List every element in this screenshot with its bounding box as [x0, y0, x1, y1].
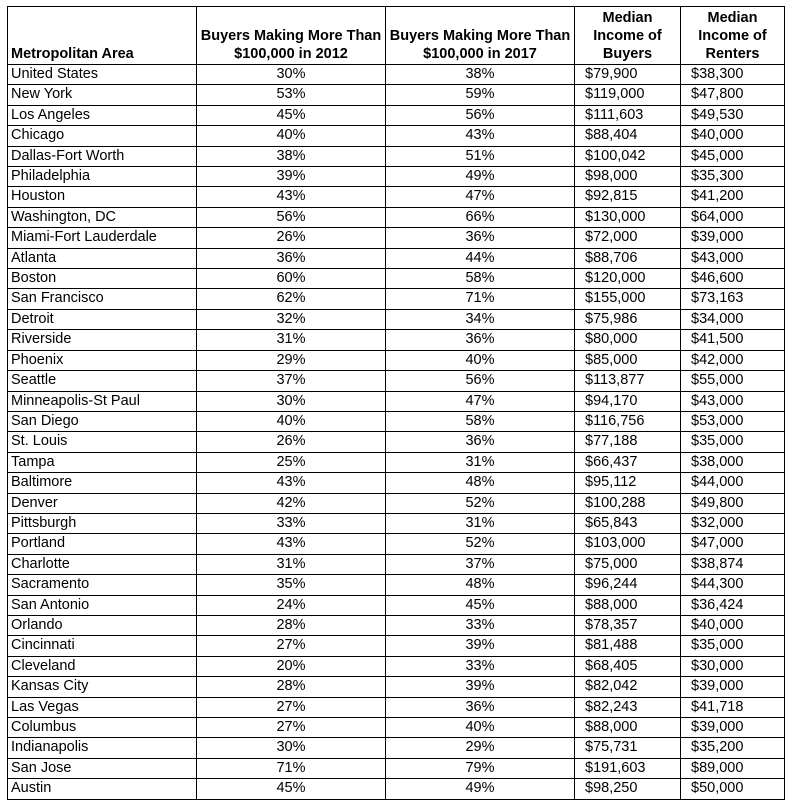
cell-median-income-renters: $34,000: [681, 309, 785, 329]
cell-metropolitan-area: Minneapolis-St Paul: [8, 391, 197, 411]
cell-buyers-2017: 31%: [386, 452, 575, 472]
cell-median-income-buyers: $88,000: [575, 718, 681, 738]
cell-metropolitan-area: Pittsburgh: [8, 513, 197, 533]
cell-median-income-renters: $36,424: [681, 595, 785, 615]
cell-median-income-buyers: $66,437: [575, 452, 681, 472]
header-metropolitan-area: Metropolitan Area: [8, 7, 197, 65]
cell-median-income-renters: $43,000: [681, 391, 785, 411]
cell-buyers-2012: 20%: [197, 656, 386, 676]
cell-buyers-2012: 56%: [197, 207, 386, 227]
table-row: [8, 269, 785, 289]
table-row: [8, 105, 785, 125]
cell-median-income-renters: $44,300: [681, 575, 785, 595]
table-row: [8, 330, 785, 350]
cell-median-income-renters: $41,200: [681, 187, 785, 207]
table-row: [8, 615, 785, 635]
table-row: [8, 493, 785, 513]
cell-median-income-renters: $35,000: [681, 432, 785, 452]
table-row: [8, 85, 785, 105]
cell-median-income-renters: $30,000: [681, 656, 785, 676]
cell-median-income-renters: $49,530: [681, 105, 785, 125]
cell-metropolitan-area: Columbus: [8, 718, 197, 738]
cell-median-income-renters: $42,000: [681, 350, 785, 370]
cell-metropolitan-area: San Francisco: [8, 289, 197, 309]
header-median-income-buyers: Median Income of Buyers: [575, 7, 681, 65]
cell-median-income-buyers: $88,000: [575, 595, 681, 615]
table-row: [8, 187, 785, 207]
cell-buyers-2017: 31%: [386, 513, 575, 533]
cell-buyers-2017: 43%: [386, 126, 575, 146]
cell-metropolitan-area: Philadelphia: [8, 167, 197, 187]
cell-median-income-buyers: $65,843: [575, 513, 681, 533]
cell-buyers-2012: 27%: [197, 697, 386, 717]
cell-metropolitan-area: Boston: [8, 269, 197, 289]
table-row: [8, 146, 785, 166]
cell-buyers-2012: 60%: [197, 269, 386, 289]
cell-median-income-buyers: $88,404: [575, 126, 681, 146]
cell-buyers-2017: 58%: [386, 411, 575, 431]
cell-buyers-2017: 52%: [386, 493, 575, 513]
cell-metropolitan-area: Houston: [8, 187, 197, 207]
cell-buyers-2012: 43%: [197, 187, 386, 207]
table-row: [8, 289, 785, 309]
cell-buyers-2012: 30%: [197, 391, 386, 411]
cell-buyers-2012: 28%: [197, 677, 386, 697]
cell-metropolitan-area: Tampa: [8, 452, 197, 472]
cell-buyers-2017: 33%: [386, 656, 575, 676]
cell-median-income-buyers: $77,188: [575, 432, 681, 452]
cell-median-income-renters: $53,000: [681, 411, 785, 431]
cell-metropolitan-area: Seattle: [8, 371, 197, 391]
cell-buyers-2017: 59%: [386, 85, 575, 105]
cell-median-income-buyers: $75,731: [575, 738, 681, 758]
cell-buyers-2012: 35%: [197, 575, 386, 595]
cell-buyers-2017: 39%: [386, 677, 575, 697]
cell-metropolitan-area: Sacramento: [8, 575, 197, 595]
cell-metropolitan-area: Las Vegas: [8, 697, 197, 717]
table-row: [8, 779, 785, 799]
table-row: [8, 738, 785, 758]
cell-buyers-2017: 36%: [386, 432, 575, 452]
cell-buyers-2012: 28%: [197, 615, 386, 635]
cell-buyers-2012: 37%: [197, 371, 386, 391]
cell-metropolitan-area: San Antonio: [8, 595, 197, 615]
cell-buyers-2017: 56%: [386, 371, 575, 391]
cell-buyers-2017: 39%: [386, 636, 575, 656]
cell-metropolitan-area: Baltimore: [8, 473, 197, 493]
cell-median-income-buyers: $98,000: [575, 167, 681, 187]
cell-metropolitan-area: Cincinnati: [8, 636, 197, 656]
cell-median-income-buyers: $113,877: [575, 371, 681, 391]
header-buyers-2017: Buyers Making More Than $100,000 in 2017: [386, 7, 575, 65]
cell-median-income-buyers: $88,706: [575, 248, 681, 268]
cell-metropolitan-area: Portland: [8, 534, 197, 554]
cell-buyers-2012: 39%: [197, 167, 386, 187]
cell-buyers-2017: 37%: [386, 554, 575, 574]
cell-metropolitan-area: Dallas-Fort Worth: [8, 146, 197, 166]
cell-median-income-buyers: $100,288: [575, 493, 681, 513]
cell-metropolitan-area: Indianapolis: [8, 738, 197, 758]
cell-median-income-buyers: $96,244: [575, 575, 681, 595]
cell-buyers-2012: 43%: [197, 534, 386, 554]
table-row: [8, 391, 785, 411]
table-row: [8, 513, 785, 533]
cell-median-income-buyers: $94,170: [575, 391, 681, 411]
cell-buyers-2012: 30%: [197, 65, 386, 85]
cell-buyers-2012: 33%: [197, 513, 386, 533]
table-row: [8, 371, 785, 391]
table-row: [8, 411, 785, 431]
table-row: [8, 309, 785, 329]
cell-buyers-2017: 56%: [386, 105, 575, 125]
cell-buyers-2012: 27%: [197, 636, 386, 656]
table-row: [8, 167, 785, 187]
cell-median-income-renters: $41,718: [681, 697, 785, 717]
cell-buyers-2017: 45%: [386, 595, 575, 615]
cell-metropolitan-area: Kansas City: [8, 677, 197, 697]
cell-buyers-2012: 40%: [197, 411, 386, 431]
cell-median-income-renters: $39,000: [681, 718, 785, 738]
cell-buyers-2012: 42%: [197, 493, 386, 513]
table-row: [8, 432, 785, 452]
cell-median-income-renters: $44,000: [681, 473, 785, 493]
table-row: [8, 758, 785, 778]
cell-buyers-2012: 43%: [197, 473, 386, 493]
cell-buyers-2012: 27%: [197, 718, 386, 738]
cell-buyers-2017: 66%: [386, 207, 575, 227]
cell-metropolitan-area: New York: [8, 85, 197, 105]
cell-buyers-2017: 48%: [386, 575, 575, 595]
cell-median-income-renters: $35,000: [681, 636, 785, 656]
cell-median-income-buyers: $95,112: [575, 473, 681, 493]
table-row: [8, 595, 785, 615]
cell-buyers-2017: 34%: [386, 309, 575, 329]
cell-median-income-renters: $73,163: [681, 289, 785, 309]
cell-metropolitan-area: Los Angeles: [8, 105, 197, 125]
cell-buyers-2012: 45%: [197, 779, 386, 799]
cell-buyers-2017: 38%: [386, 65, 575, 85]
cell-buyers-2017: 40%: [386, 718, 575, 738]
cell-median-income-renters: $38,000: [681, 452, 785, 472]
cell-median-income-buyers: $80,000: [575, 330, 681, 350]
cell-median-income-buyers: $72,000: [575, 228, 681, 248]
cell-metropolitan-area: San Jose: [8, 758, 197, 778]
cell-buyers-2012: 25%: [197, 452, 386, 472]
cell-buyers-2012: 62%: [197, 289, 386, 309]
cell-buyers-2012: 26%: [197, 228, 386, 248]
cell-buyers-2017: 40%: [386, 350, 575, 370]
table-row: [8, 697, 785, 717]
cell-buyers-2017: 44%: [386, 248, 575, 268]
cell-median-income-renters: $35,300: [681, 167, 785, 187]
cell-median-income-renters: $46,600: [681, 269, 785, 289]
cell-median-income-renters: $41,500: [681, 330, 785, 350]
cell-median-income-renters: $89,000: [681, 758, 785, 778]
cell-metropolitan-area: Detroit: [8, 309, 197, 329]
cell-metropolitan-area: Chicago: [8, 126, 197, 146]
cell-median-income-buyers: $79,900: [575, 65, 681, 85]
cell-median-income-renters: $64,000: [681, 207, 785, 227]
table-row: [8, 228, 785, 248]
cell-buyers-2017: 29%: [386, 738, 575, 758]
header-median-income-renters: Median Income of Renters: [681, 7, 785, 65]
cell-median-income-renters: $39,000: [681, 677, 785, 697]
cell-metropolitan-area: Riverside: [8, 330, 197, 350]
cell-median-income-buyers: $75,986: [575, 309, 681, 329]
cell-buyers-2017: 49%: [386, 779, 575, 799]
table-row: [8, 554, 785, 574]
cell-median-income-renters: $49,800: [681, 493, 785, 513]
cell-buyers-2012: 40%: [197, 126, 386, 146]
table-row: [8, 677, 785, 697]
cell-median-income-buyers: $155,000: [575, 289, 681, 309]
table-header: [8, 7, 785, 65]
cell-buyers-2017: 36%: [386, 228, 575, 248]
header-buyers-2012: Buyers Making More Than $100,000 in 2012: [197, 7, 386, 65]
cell-median-income-buyers: $68,405: [575, 656, 681, 676]
cell-metropolitan-area: United States: [8, 65, 197, 85]
cell-buyers-2017: 36%: [386, 330, 575, 350]
cell-median-income-buyers: $191,603: [575, 758, 681, 778]
income-table: [7, 6, 785, 800]
cell-median-income-buyers: $111,603: [575, 105, 681, 125]
cell-buyers-2017: 49%: [386, 167, 575, 187]
cell-median-income-buyers: $85,000: [575, 350, 681, 370]
cell-median-income-renters: $39,000: [681, 228, 785, 248]
cell-median-income-renters: $40,000: [681, 615, 785, 635]
cell-metropolitan-area: St. Louis: [8, 432, 197, 452]
cell-metropolitan-area: San Diego: [8, 411, 197, 431]
table-row: [8, 350, 785, 370]
cell-buyers-2012: 38%: [197, 146, 386, 166]
cell-median-income-renters: $38,300: [681, 65, 785, 85]
cell-metropolitan-area: Cleveland: [8, 656, 197, 676]
table-row: [8, 473, 785, 493]
table-row: [8, 656, 785, 676]
cell-median-income-renters: $35,200: [681, 738, 785, 758]
cell-median-income-renters: $47,800: [681, 85, 785, 105]
cell-metropolitan-area: Orlando: [8, 615, 197, 635]
cell-buyers-2012: 53%: [197, 85, 386, 105]
cell-buyers-2017: 79%: [386, 758, 575, 778]
cell-buyers-2012: 36%: [197, 248, 386, 268]
cell-buyers-2017: 33%: [386, 615, 575, 635]
cell-median-income-renters: $40,000: [681, 126, 785, 146]
cell-buyers-2012: 24%: [197, 595, 386, 615]
cell-median-income-renters: $43,000: [681, 248, 785, 268]
cell-buyers-2017: 71%: [386, 289, 575, 309]
cell-median-income-renters: $55,000: [681, 371, 785, 391]
table-row: [8, 636, 785, 656]
cell-buyers-2012: 32%: [197, 309, 386, 329]
cell-buyers-2012: 45%: [197, 105, 386, 125]
table-row: [8, 718, 785, 738]
cell-buyers-2017: 36%: [386, 697, 575, 717]
cell-buyers-2012: 31%: [197, 554, 386, 574]
cell-median-income-buyers: $116,756: [575, 411, 681, 431]
table-body: [8, 65, 785, 800]
cell-buyers-2012: 71%: [197, 758, 386, 778]
cell-median-income-buyers: $92,815: [575, 187, 681, 207]
cell-buyers-2017: 51%: [386, 146, 575, 166]
table-row: [8, 207, 785, 227]
cell-median-income-renters: $45,000: [681, 146, 785, 166]
cell-buyers-2017: 48%: [386, 473, 575, 493]
cell-median-income-buyers: $82,042: [575, 677, 681, 697]
table-row: [8, 575, 785, 595]
cell-median-income-buyers: $120,000: [575, 269, 681, 289]
cell-metropolitan-area: Phoenix: [8, 350, 197, 370]
cell-buyers-2012: 29%: [197, 350, 386, 370]
cell-buyers-2012: 30%: [197, 738, 386, 758]
table-row: [8, 452, 785, 472]
cell-metropolitan-area: Atlanta: [8, 248, 197, 268]
cell-metropolitan-area: Miami-Fort Lauderdale: [8, 228, 197, 248]
cell-median-income-buyers: $103,000: [575, 534, 681, 554]
cell-buyers-2017: 52%: [386, 534, 575, 554]
cell-buyers-2012: 31%: [197, 330, 386, 350]
cell-median-income-renters: $32,000: [681, 513, 785, 533]
cell-median-income-buyers: $100,042: [575, 146, 681, 166]
header-row: [8, 7, 785, 65]
cell-median-income-renters: $50,000: [681, 779, 785, 799]
cell-median-income-buyers: $82,243: [575, 697, 681, 717]
cell-median-income-buyers: $75,000: [575, 554, 681, 574]
cell-median-income-buyers: $81,488: [575, 636, 681, 656]
cell-buyers-2017: 47%: [386, 187, 575, 207]
cell-median-income-renters: $38,874: [681, 554, 785, 574]
cell-metropolitan-area: Washington, DC: [8, 207, 197, 227]
cell-metropolitan-area: Denver: [8, 493, 197, 513]
cell-median-income-buyers: $78,357: [575, 615, 681, 635]
cell-buyers-2017: 47%: [386, 391, 575, 411]
cell-median-income-buyers: $98,250: [575, 779, 681, 799]
table-row: [8, 126, 785, 146]
cell-buyers-2017: 58%: [386, 269, 575, 289]
cell-median-income-buyers: $130,000: [575, 207, 681, 227]
cell-metropolitan-area: Charlotte: [8, 554, 197, 574]
cell-buyers-2012: 26%: [197, 432, 386, 452]
cell-metropolitan-area: Austin: [8, 779, 197, 799]
cell-median-income-buyers: $119,000: [575, 85, 681, 105]
table-row: [8, 248, 785, 268]
cell-median-income-renters: $47,000: [681, 534, 785, 554]
table-row: [8, 534, 785, 554]
table-row: [8, 65, 785, 85]
